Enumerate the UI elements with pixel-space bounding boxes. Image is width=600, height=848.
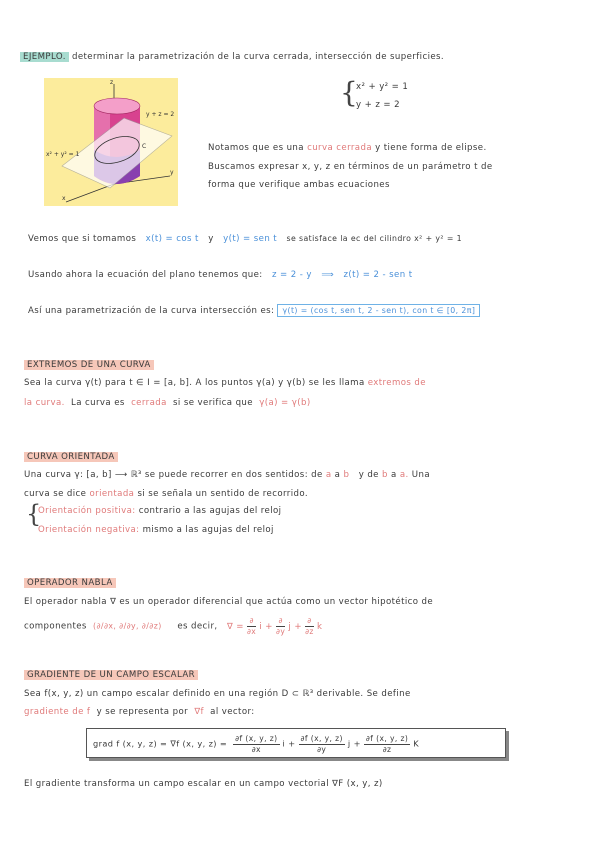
figure-cylinder-plane [44, 78, 178, 206]
plane-label: y + z = 2 [146, 111, 175, 118]
extremos-line2 [24, 398, 311, 408]
nabla-frac-x-den: ∂x [246, 626, 257, 636]
gradient-frac-z-den: ∂z [382, 744, 392, 754]
orientada-l1-e: y de [358, 470, 379, 480]
orientada-heading-wrap [24, 452, 118, 462]
gradient-frac-z-num: ∂f (x, y, z) [365, 734, 409, 743]
orientada-l1-f: b [382, 470, 388, 480]
nabla-heading: OPERADOR NABLA [24, 578, 116, 588]
orientada-l2-b: orientada [89, 489, 135, 499]
nabla-l2-b: es decir, [177, 621, 218, 632]
gradient-plus-2: + [353, 738, 361, 749]
gradient-formula-box [86, 728, 506, 758]
notes-line1-b: curva cerrada [307, 143, 372, 153]
axis-x-label: x [62, 195, 66, 202]
nabla-plus-1: + [265, 621, 273, 632]
positive-desc: contrario a las agujas del reloj [138, 506, 282, 516]
orientada-l1-a: Una curva γ: [a, b] ⟶ ℝ³ se puede recorrer en dos sentidos: de [24, 470, 323, 480]
gradiente-l2-d: al vector: [210, 707, 255, 717]
nabla-equation [226, 616, 323, 636]
ejemplo-line [20, 52, 444, 62]
negative-desc: mismo a las agujas del reloj [142, 525, 274, 535]
gradient-frac-x-num: ∂f (x, y, z) [235, 734, 278, 743]
system-brace: { [340, 76, 358, 109]
negative-label: Orientación negativa: [38, 525, 140, 535]
nabla-frac-y [276, 617, 285, 635]
body-line2 [28, 270, 412, 280]
orientada-l1-g: a [391, 470, 397, 480]
nabla-frac-x [247, 617, 256, 635]
gradient-frac-y-den: ∂y [317, 744, 327, 754]
gradient-frac-x [233, 735, 279, 753]
body-l2-b: z = 2 - y [272, 270, 312, 280]
orientada-line1 [24, 470, 430, 480]
body-l2-a: Usando ahora la ecuación del plano tenemos que: [28, 270, 263, 280]
gradiente-last [24, 779, 383, 789]
gradient-frac-z [364, 735, 410, 753]
positive-label: Orientación positiva: [38, 506, 136, 516]
axis-y-label: y [170, 169, 174, 176]
nabla-frac-z [305, 617, 314, 635]
curve-label: C [142, 143, 147, 150]
orientada-l2-a: curva se dice [24, 489, 87, 499]
notes-line2: Buscamos expresar x, y, z en términos de un parámetro t de [208, 162, 493, 172]
orientada-l1-b: a [325, 470, 332, 480]
extremos-l2-b: La curva es [71, 398, 125, 408]
nabla-frac-z-den: ∂z [305, 626, 314, 636]
gradient-unit-i: i [282, 738, 286, 749]
gradient-lhs: grad f (x, y, z) = ∇f (x, y, z) = [93, 738, 228, 749]
nabla-eq-sign: = [236, 621, 244, 632]
extremos-l2-d: si se verifica que [173, 398, 253, 408]
ejemplo-label: EJEMPLO. [20, 52, 69, 62]
gradiente-l2-b: y se representa por [96, 707, 189, 717]
body-l1-c: y [208, 234, 214, 244]
nabla-frac-x-num: ∂ [247, 617, 256, 627]
unit-k: k [316, 621, 323, 632]
gradiente-line1: Sea f(x, y, z) un campo escalar definido en una región D ⊂ ℝ³ derivable. Se define [24, 689, 411, 699]
gradient-unit-j: j [347, 738, 351, 749]
gradient-frac-x-den: ∂x [251, 744, 261, 754]
nabla-components: (∂/∂x, ∂/∂y, ∂/∂z) [93, 621, 162, 631]
gradient-formula [93, 735, 419, 753]
nabla-symbol: ∇ [226, 621, 234, 632]
gradiente-heading-wrap [24, 670, 198, 680]
nabla-line1: El operador nabla ∇ es un operador diferencial que actúa como un vector hipotético de [24, 597, 434, 607]
notes-line1 [208, 143, 487, 153]
nabla-line2 [24, 617, 322, 635]
orientada-l1-h: a. [399, 470, 409, 480]
notes-line1-c: y tiene forma de elipse. [375, 143, 487, 153]
body-l1-a: Vemos que si tomamos [28, 234, 137, 244]
orientation-negative [38, 525, 274, 535]
body-l1-e: se satisface la ec del cilindro x² + y² = 1 [286, 234, 462, 243]
extremos-line1 [24, 378, 426, 388]
orientada-l2-c: si se señala un sentido de recorrido. [137, 489, 308, 499]
extremos-l1-b: extremos de [367, 378, 426, 388]
body-l2-d: z(t) = 2 - sen t [343, 270, 413, 280]
extremos-l2-e: γ(a) = γ(b) [259, 398, 311, 408]
gradiente-heading: GRADIENTE DE UN CAMPO ESCALAR [24, 670, 198, 680]
unit-j: j [288, 621, 292, 632]
nabla-heading-wrap [24, 578, 116, 588]
unit-i: i [259, 621, 263, 632]
gradiente-line2 [24, 707, 255, 717]
gradiente-l2-c: ∇f [194, 707, 204, 717]
orientada-l1-d: b [343, 470, 350, 480]
body-line1 [28, 234, 462, 244]
gradiente-last-b: ∇F (x, y, z) [332, 779, 383, 789]
orientation-brace: { [26, 500, 42, 528]
system-eq1: x² + y² = 1 [356, 82, 409, 92]
nabla-frac-z-num: ∂ [305, 617, 314, 627]
notes-line1-a: Notamos que es una [208, 143, 304, 153]
orientada-line2 [24, 489, 308, 499]
ejemplo-title: determinar la parametrización de la curva cerrada, intersección de superficies. [71, 52, 445, 62]
extremos-l1-a: Sea la curva γ(t) para t ∈ I = [a, b]. A los puntos γ(a) y γ(b) se les llama [24, 378, 365, 388]
body-l1-d: y(t) = sen t [223, 234, 278, 244]
gradient-frac-y [299, 735, 345, 753]
extremos-l2-a: la curva. [24, 398, 65, 408]
nabla-frac-y-num: ∂ [276, 617, 285, 627]
gradient-unit-k: K [413, 738, 420, 749]
body-line3 [28, 306, 480, 316]
axis-z-label: z [110, 79, 114, 86]
gradiente-l2-a: gradiente de f [24, 707, 91, 717]
extremos-heading: EXTREMOS DE UNA CURVA [24, 360, 154, 370]
nabla-plus-2: + [294, 621, 302, 632]
nabla-frac-y-den: ∂y [276, 626, 286, 636]
figure-svg [44, 78, 178, 206]
orientada-heading: CURVA ORIENTADA [24, 452, 118, 462]
extremos-l2-c: cerrada [131, 398, 167, 408]
orientation-positive [38, 506, 281, 516]
parametrization-box: γ(t) = (cos t, sen t, 2 - sen t), con t ∈ [0, 2π] [277, 304, 480, 317]
gradient-plus-1: + [288, 738, 296, 749]
cylinder-top [94, 98, 140, 114]
notes-line3: forma que verifique ambas ecuaciones [208, 180, 390, 190]
system-eq2: y + z = 2 [356, 100, 400, 110]
cylinder-label: x² + y² = 1 [46, 151, 80, 158]
body-l2-c: ⟹ [321, 270, 335, 280]
orientada-l1-c: a [334, 470, 341, 480]
gradiente-last-a: El gradiente transforma un campo escalar en un campo vectorial [24, 779, 329, 789]
body-l1-b: x(t) = cos t [145, 234, 199, 244]
body-l3-a: Así una parametrización de la curva intersección es: [28, 306, 275, 316]
orientada-l1-i: Una [411, 470, 430, 480]
extremos-heading-wrap [24, 360, 154, 370]
gradient-frac-y-num: ∂f (x, y, z) [300, 734, 343, 743]
nabla-l2-a: componentes [24, 621, 87, 632]
